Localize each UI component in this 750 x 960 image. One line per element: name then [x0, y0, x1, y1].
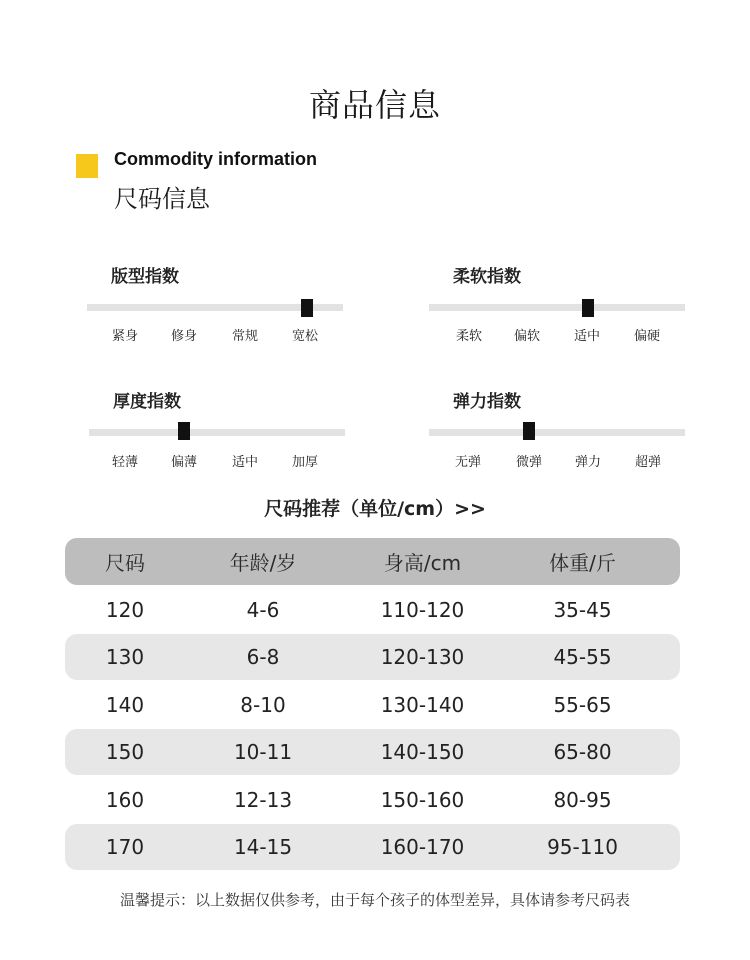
- table-cell: 6-8: [246, 645, 280, 669]
- table-cell: 130: [105, 645, 145, 669]
- table-cell: 170: [105, 835, 145, 859]
- section-subtitle: 尺码信息: [114, 185, 210, 213]
- footer-note: 温馨提示：以上数据仅供参考，由于每个孩子的体型差异，具体请参考尺码表: [119, 891, 630, 909]
- thickness-index: [89, 387, 345, 477]
- table-cell: 120: [105, 598, 145, 622]
- table-cell: 150-160: [380, 788, 465, 812]
- index-track: [429, 304, 685, 311]
- page-title: 商品信息: [308, 86, 441, 124]
- header-cell: 体重/斤: [549, 551, 616, 575]
- index-option: 无弹: [454, 455, 482, 470]
- index-marker: [301, 299, 313, 317]
- table-cell: 130-140: [380, 693, 465, 717]
- index-option: 修身: [170, 329, 198, 344]
- table-cell: 160: [105, 788, 145, 812]
- index-label: 版型指数: [111, 267, 179, 287]
- index-option: 弹力: [574, 455, 602, 470]
- table-cell: 14-15: [233, 835, 293, 859]
- table-cell: 140: [105, 693, 145, 717]
- index-marker: [178, 422, 190, 440]
- table-row: [65, 729, 680, 775]
- index-option: 超弹: [634, 455, 662, 470]
- index-option: 适中: [231, 455, 259, 470]
- table-row: [65, 586, 680, 634]
- table-cell: 4-6: [246, 598, 280, 622]
- index-label: 柔软指数: [453, 267, 521, 287]
- table-row: [65, 824, 680, 870]
- index-option: 宽松: [291, 329, 319, 344]
- index-marker: [523, 422, 535, 440]
- index-option: 微弹: [515, 455, 543, 470]
- table-cell: 80-95: [553, 788, 612, 812]
- index-option: 紧身: [111, 329, 139, 344]
- index-marker: [582, 299, 594, 317]
- table-cell: 8-10: [240, 693, 286, 717]
- index-option: 偏硬: [633, 329, 661, 344]
- header-cell: 身高/cm: [383, 551, 462, 575]
- size-table: [65, 538, 680, 870]
- elasticity-index: [429, 387, 685, 477]
- english-section-title: Commodity information: [114, 149, 317, 169]
- table-cell: 10-11: [233, 740, 293, 764]
- fit-index: [87, 262, 343, 352]
- table-cell: 140-150: [380, 740, 465, 764]
- index-track: [89, 429, 345, 436]
- index-option: 加厚: [291, 455, 319, 470]
- index-label: 厚度指数: [113, 392, 181, 412]
- index-option: 偏软: [513, 329, 541, 344]
- index-option: 轻薄: [111, 455, 139, 470]
- index-option: 柔软: [455, 329, 483, 344]
- index-track: [429, 429, 685, 436]
- table-cell: 55-65: [553, 693, 612, 717]
- softness-index: [429, 262, 685, 352]
- table-cell: 65-80: [553, 740, 612, 764]
- index-option: 常规: [231, 329, 259, 344]
- table-cell: 95-110: [547, 835, 618, 859]
- header-cell: 年龄/岁: [229, 551, 297, 575]
- table-cell: 12-13: [233, 788, 293, 812]
- table-cell: 120-130: [380, 645, 465, 669]
- index-option: 适中: [573, 329, 601, 344]
- index-option: 偏薄: [170, 455, 198, 470]
- table-row: [65, 681, 680, 729]
- table-cell: 150: [105, 740, 145, 764]
- table-header: [65, 538, 680, 585]
- table-row: [65, 634, 680, 680]
- table-row: [65, 776, 680, 824]
- index-label: 弹力指数: [453, 392, 521, 412]
- accent-square: [76, 154, 98, 178]
- size-recommendation-title: 尺码推荐（单位/cm）>>: [264, 498, 486, 520]
- table-cell: 35-45: [553, 598, 612, 622]
- table-cell: 160-170: [380, 835, 465, 859]
- header-cell: 尺码: [105, 551, 145, 575]
- table-cell: 110-120: [380, 598, 465, 622]
- table-cell: 45-55: [553, 645, 612, 669]
